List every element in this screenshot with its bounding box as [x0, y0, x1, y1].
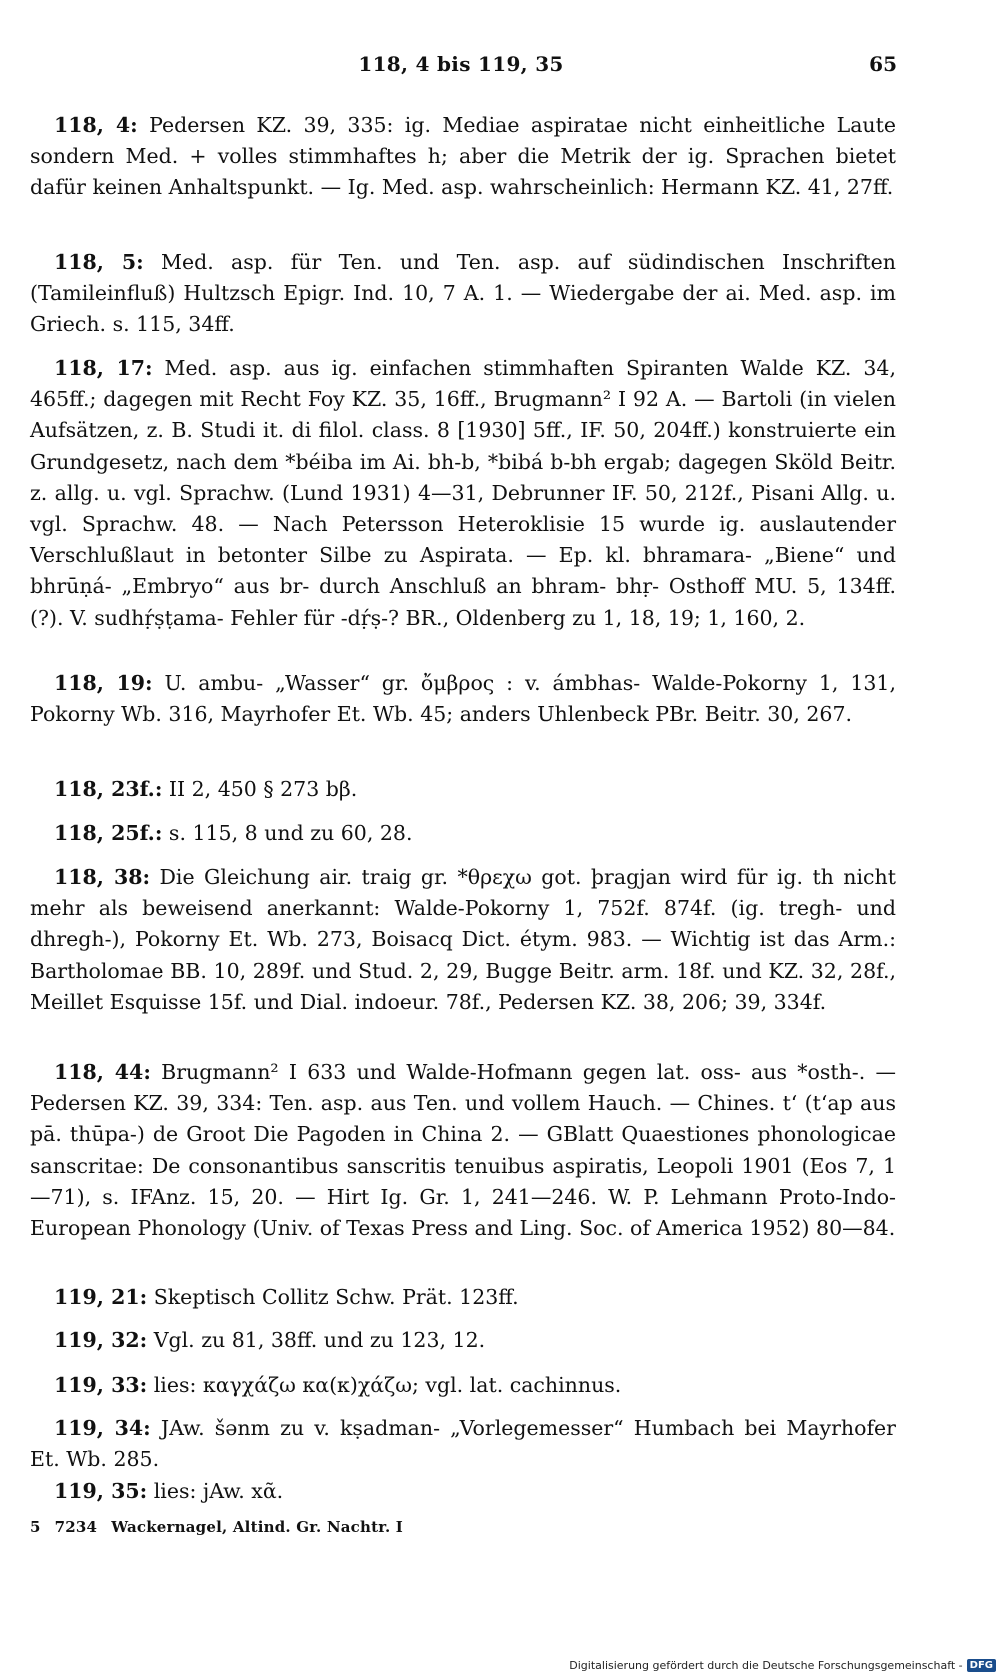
print-number: 7234 — [54, 1518, 98, 1536]
sheet-number: 5 — [30, 1518, 41, 1536]
entry-119-35 — [30, 1476, 896, 1507]
entry-text: Skeptisch Collitz Schw. Prät. 123ff. — [153, 1285, 519, 1309]
dfg-logo: DFG — [967, 1659, 996, 1672]
entry-118-38 — [30, 862, 896, 1018]
entry-text: Brugmann² I 633 und Walde-Hofmann gegen lat. oss- aus *osth-. — Pedersen KZ. 39, 334: Ten. asp. aus Ten. und vollem Hauch. — Chines. tʻ (tʻap aus pā. thūpa-) de Groot Die Pagoden in China 2. — GBlatt Quaestiones phonologicae sanscritae: De consonantibus sanscritis tenuibus aspiratis, Leopoli 1901 (Eos 7, 1—71), s. IFAnz. 15, 20. — Hirt Ig. Gr. 1, 241—246. W. P. Lehmann Proto-Indo-European Phonology (Univ. of Texas Press and Ling. Soc. of America 1952) 80—84. — [30, 1060, 896, 1241]
page-number: 65 — [869, 52, 897, 76]
entry-text: s. 115, 8 und zu 60, 28. — [168, 821, 413, 845]
entry-118-17 — [30, 353, 896, 634]
entry-118-25 — [30, 818, 896, 849]
entry-119-32 — [30, 1325, 896, 1356]
entry-text: U. ambu- „Wasser“ gr. ὄμβρος : v. ámbhas- Walde-Pokorny 1, 131, Pokorny Wb. 316, Mayrhofer Et. Wb. 45; anders Uhlenbeck PBr. Beitr. 30, 267. — [30, 671, 896, 727]
entry-ref: 119, 32: — [54, 1328, 148, 1352]
entry-118-4 — [30, 110, 896, 204]
entry-118-23 — [30, 774, 896, 805]
entry-ref: 118, 19: — [54, 671, 153, 695]
entry-118-44 — [30, 1057, 896, 1244]
entry-119-33 — [30, 1370, 896, 1401]
entry-ref: 119, 33: — [54, 1373, 148, 1397]
entry-ref: 118, 44: — [54, 1060, 151, 1084]
entry-119-34 — [30, 1413, 896, 1475]
entry-text: lies: καγχάζω κα(κ)χάζω; vgl. lat. cachinnus. — [153, 1373, 622, 1397]
entry-118-19 — [30, 668, 896, 730]
entry-ref: 119, 21: — [54, 1285, 148, 1309]
entry-ref: 118, 5: — [54, 250, 144, 274]
entry-text: Vgl. zu 81, 38ff. und zu 123, 12. — [153, 1328, 486, 1352]
entry-text: II 2, 450 § 273 bβ. — [168, 777, 358, 801]
entry-text: Die Gleichung air. traig gr. *θρεχω got. þragjan wird für ig. th nicht mehr als beweisend anerkannt: Walde-Pokorny 1, 752f. 874f. (ig. tregh- und dhregh-), Pokorny Et. Wb. 273, Boisacq Dict. étym. 983. — Wichtig ist das Arm.: Bartholomae BB. 10, 289f. und Stud. 2, 29, Bugge Beitr. arm. 18f. und KZ. 32, 28f., Meillet Esquisse 15f. und Dial. indoeur. 78f., Pedersen KZ. 38, 206; 39, 334f. — [30, 865, 896, 1014]
entry-text: lies: jAw. xᾶ. — [153, 1479, 284, 1503]
dfg-notice — [569, 1656, 996, 1674]
entry-ref: 118, 23f.: — [54, 777, 163, 801]
entry-ref: 119, 35: — [54, 1479, 148, 1503]
entry-119-21 — [30, 1282, 896, 1313]
page-header — [25, 52, 897, 84]
entry-ref: 118, 17: — [54, 356, 153, 380]
entry-ref: 118, 25f.: — [54, 821, 163, 845]
entry-text: JAw. šənm zu v. kṣadman- „Vorlegemesser“ Humbach bei Mayrhofer Et. Wb. 285. — [30, 1416, 896, 1472]
entry-text: Med. asp. für Ten. und Ten. asp. auf südindischen Inschriften (Tamileinfluß) Hultzsch Epigr. Ind. 10, 7 A. 1. — Wiedergabe der ai. Med. asp. im Griech. s. 115, 34ff. — [30, 250, 896, 337]
entry-118-5 — [30, 247, 896, 341]
printer-signature — [30, 1518, 417, 1536]
entry-ref: 119, 34: — [54, 1416, 151, 1440]
entry-text: Pedersen KZ. 39, 335: ig. Mediae aspiratae nicht einheitliche Laute sondern Med. + volles stimmhaftes h; aber die Metrik der ig. Sprachen bietet dafür keinen Anhaltspunkt. — Ig. Med. asp. wahrscheinlich: Hermann KZ. 41, 27ff. — [30, 113, 896, 200]
entry-text: Med. asp. aus ig. einfachen stimmhaften Spiranten Walde KZ. 34, 465ff.; dagegen mit Recht Foy KZ. 35, 16ff., Brugmann² I 92 A. — Bartoli (in vielen Aufsätzen, z. B. Studi it. di filol. class. 8 [1930] 5ff., IF. 50, 204ff.) konstruierte ein Grundgesetz, nach dem *béiba im Ai. bh-b, *bibá b-bh ergab; dagegen Sköld Beitr. z. allg. u. vgl. Sprachw. (Lund 1931) 4—31, Debrunner IF. 50, 212f., Pisani Allg. u. vgl. Sprachw. 48. — Nach Petersson Heteroklisie 15 wurde ig. auslautender Verschlußlaut in betonter Silbe zu Aspirata. — Ep. kl. bhramara- „Biene“ und bhrūṇá- „Embryo“ aus br- durch Anschluß an bhram- bhṛ- Osthoff MU. 5, 134ff. (?). V. sudhṛ́ṣṭama- Fehler für -dṛ́ṣ-? BR., Oldenberg zu 1, 18, 19; 1, 160, 2. — [30, 356, 896, 630]
dfg-notice-text: Digitalisierung gefördert durch die Deutsche Forschungsgemeinschaft - — [569, 1658, 963, 1672]
entry-ref: 118, 4: — [54, 113, 138, 137]
running-head: 118, 4 bis 119, 35 — [358, 52, 564, 76]
signature-title: Wackernagel, Altind. Gr. Nachtr. I — [111, 1518, 404, 1536]
entry-ref: 118, 38: — [54, 865, 151, 889]
